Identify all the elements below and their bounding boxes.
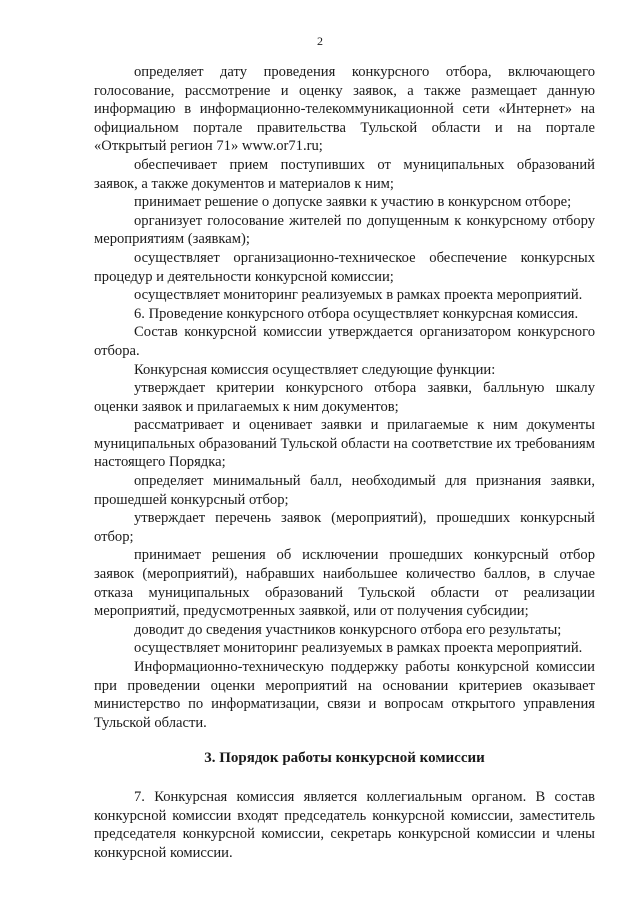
paragraph: осуществляет мониторинг реализуемых в рамках проекта мероприятий. — [134, 640, 583, 657]
paragraph: принимает решения об исключении прошедших конкурсный отбор заявок (мероприятий), набравших наибольшее количество баллов, в случае отказа муниципальных образований Тульской области от реализации мероприятий, предусмотренных заявкой, или от получения субсидии; — [94, 547, 595, 620]
paragraph: Информационно-техническую поддержку работы конкурсной комиссии при проведении оценки мероприятий на основании критериев оказывает министерство по информатизации, связи и вопросам открытого управления Тульской области. — [94, 659, 595, 731]
section-heading: 3. Порядок работы конкурсной комиссии — [204, 750, 485, 767]
paragraph: осуществляет мониторинг реализуемых в рамках проекта мероприятий. — [134, 287, 583, 304]
paragraph: доводит до сведения участников конкурсного отбора его результаты; — [134, 621, 562, 638]
paragraph: Состав конкурсной комиссии утверждается организатором конкурсного отбора. — [94, 324, 595, 359]
paragraph: 6. Проведение конкурсного отбора осуществляет конкурсная комиссия. — [134, 305, 579, 322]
paragraph: Конкурсная комиссия осуществляет следующие функции: — [134, 361, 496, 378]
document-body — [94, 63, 595, 862]
paragraph: утверждает критерии конкурсного отбора заявки, балльную шкалу оценки заявок и прилагаемых к ним документов; — [94, 380, 595, 415]
paragraph: рассматривает и оценивает заявки и прилагаемые к ним документы муниципальных образований Тульской области на соответствие их требованиям настоящего Порядка; — [94, 417, 595, 471]
paragraph: обеспечивает прием поступивших от муниципальных образований заявок, а также документов и материалов к ним; — [94, 156, 595, 192]
page-number: 2 — [317, 34, 323, 48]
paragraph: принимает решение о допуске заявки к участию в конкурсном отборе; — [134, 194, 572, 211]
paragraph: организует голосование жителей по допущенным к конкурсному отбору мероприятиям (заявкам); — [94, 212, 595, 248]
paragraph: определяет дату проведения конкурсного отбора, включающего голосование, рассмотрение и оценку заявок, а также размещает данную информацию в информационно-телекоммуникационной сети «Интернет» на официальном портале правительства Тульской области и на портале «Открытый регион 71» www.or71.ru; — [94, 64, 595, 155]
paragraph: определяет минимальный балл, необходимый для признания заявки, прошедшей конкурсный отбор; — [94, 473, 595, 508]
paragraph: осуществляет организационно-техническое обеспечение конкурсных процедур и деятельности конкурсной комиссии; — [94, 249, 595, 285]
paragraph: утверждает перечень заявок (мероприятий), прошедших конкурсный отбор; — [94, 510, 595, 545]
paragraph: 7. Конкурсная комиссия является коллегиальным органом. В состав конкурсной комиссии входят председатель конкурсной комиссии, заместитель председателя конкурсной комиссии, секретарь конкурсной комиссии и члены конкурсной комиссии. — [94, 788, 595, 861]
